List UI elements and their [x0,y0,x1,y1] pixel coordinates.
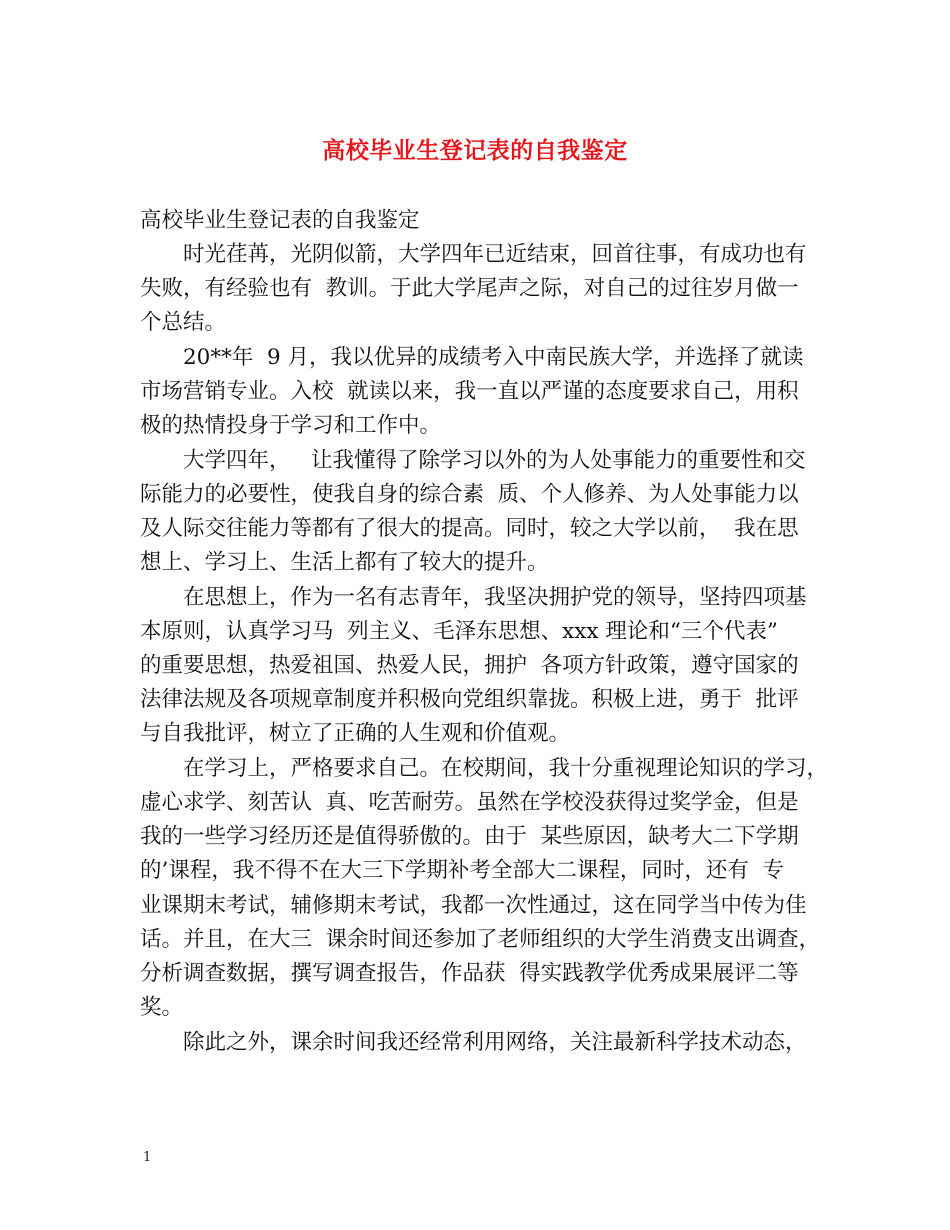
text-line: 20**年 9 月，我以优异的成绩考入中南民族大学，并选择了就读 [183,345,804,370]
text-line: 在学习上，严格要求自己。在校期间，我十分重视理论知识的学习， [183,756,829,781]
text-line: 失败，有经验也有 教训。于此大学尾声之际，对自己的过往岁月做一 [140,276,799,301]
text-line: 际能力的必要性，使我自身的综合素 质、个人修养、为人处事能力以 [140,482,799,507]
document-title: 高校毕业生登记表的自我鉴定 [322,137,628,164]
text-line: 奖。 [140,995,184,1020]
text-line: 我的一些学习经历还是值得骄傲的。由于 某些原因，缺考大二下学期 [140,824,799,849]
text-line: 个总结。 [140,310,227,335]
text-line: 及人际交往能力等都有了很大的提高。同时，较之大学以前， 我在思 [140,516,799,541]
text-line: 时光荏苒，光阴似箭，大学四年已近结束，回首往事，有成功也有 [183,242,807,267]
text-line: 分析调查数据，撰写调查报告，作品获 得实践教学优秀成果展评二等 [140,961,799,986]
text-line: 极的热情投身于学习和工作中。 [140,413,442,438]
text-line: 虚心求学、刻苦认 真、吃苦耐劳。虽然在学校没获得过奖学金，但是 [140,790,799,815]
subtitle-line: 高校毕业生登记表的自我鉴定 [140,208,420,233]
text-line: 本原则，认真学习马 列主义、毛泽东思想、xxx 理论和“三个代表” [140,619,778,644]
text-line: 业课期末考试，辅修期末考试，我都一次性通过，这在同学当中传为佳 [140,893,807,918]
text-line: 法律法规及各项规章制度并积极向党组织靠拢。积极上进，勇于 批评 [140,687,799,712]
text-line: 在思想上，作为一名有志青年，我坚决拥护党的领导，坚持四项基 [183,585,807,610]
text-line: 大学四年， 让我懂得了除学习以外的为人处事能力的重要性和交 [183,448,806,473]
text-line: 的’课程，我不得不在大三下学期补考全部大二课程，同时，还有 专 [140,858,785,883]
text-line: 市场营销专业。入校 就读以来，我一直以严谨的态度要求自己，用积 [140,379,799,404]
text-line: 除此之外，课余时间我还经常利用网络，关注最新科学技术动态， [183,1030,807,1055]
text-line: 与自我批评，树立了正确的人生观和价值观。 [140,721,571,746]
text-line: 的重要思想，热爱祖国、热爱人民，拥护 各项方针政策，遵守国家的 [140,653,799,678]
text-line: 想上、学习上、生活上都有了较大的提升。 [140,550,549,575]
page-number: 1 [143,1150,152,1165]
text-line: 话。并且，在大三 课余时间还参加了老师组织的大学生消费支出调查， [140,927,821,952]
